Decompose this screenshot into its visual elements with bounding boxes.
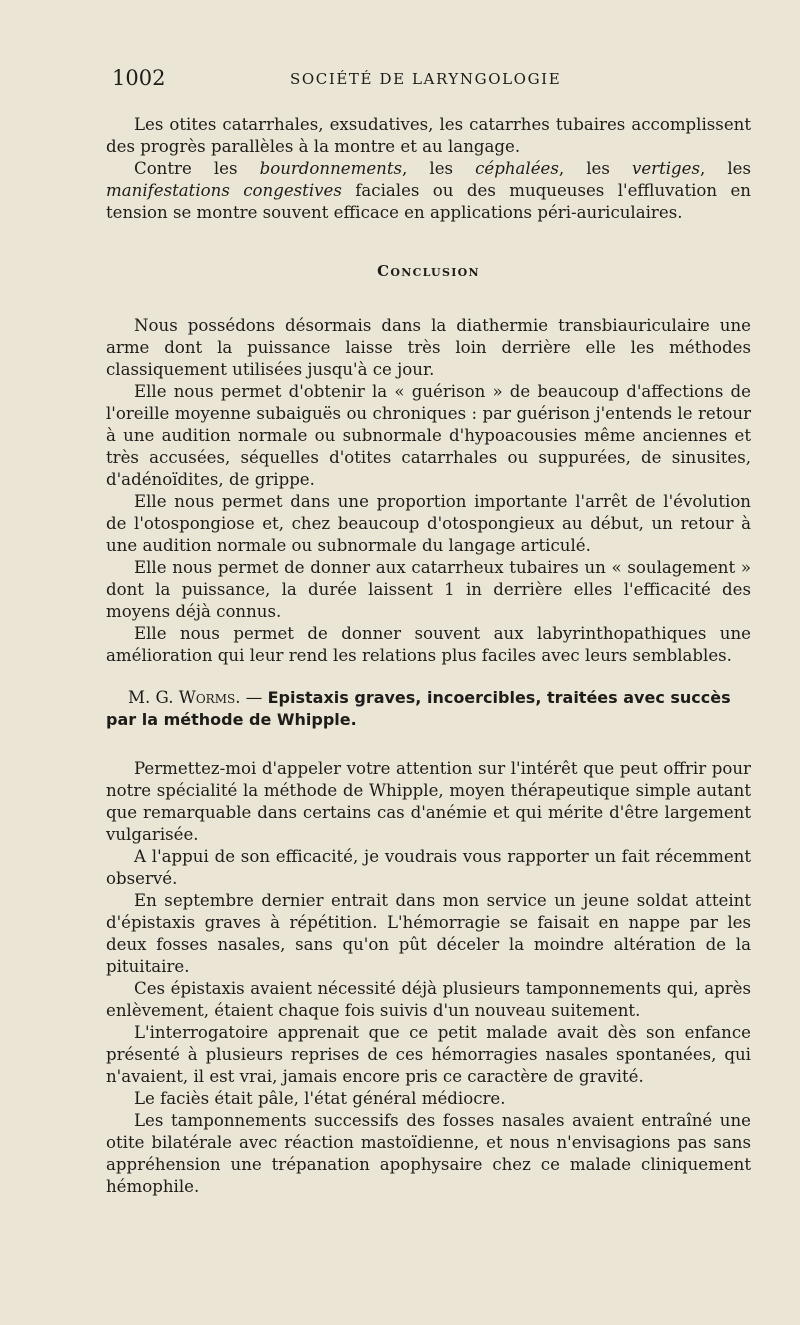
paragraph [106,381,751,491]
text-run: Les otites catarrhales, exsudatives, les catarrhes tubaires accomplissent des progrès parallèles à la montre et au langage. [106,115,751,156]
paragraph [106,158,751,224]
intro-section [106,114,751,224]
author-name: Worms [178,688,236,707]
paragraph [106,114,751,158]
italic-term: céphalées [475,159,559,178]
text-run: Elle nous permet d'obtenir la « guérison » de beaucoup d'affections de l'oreille moyenne subaiguës ou chroniques : par guérison j'entends le retour à une audition normale ou subnormale d'hypoacousies même anciennes et très accusées, séquelles d'otites catarrhales ou suppurées, de sinusites, d'adénoïdites, de grippe. [106,382,751,489]
text-run: , les [700,159,752,178]
article-section [106,758,751,1198]
conclusion-section [106,315,751,667]
text-run: Permettez-moi d'appeler votre attention sur l'intérêt que peut offrir pour notre spécialité la méthode de Whipple, moyen thérapeutique simple autant que remarquable dans certains cas d'anémie et qui mérite d'être largement vulgarisée. [106,759,751,844]
italic-term: manifestations congestives [106,181,342,200]
author-prefix: M. G. [128,688,179,707]
text-run: Ces épistaxis avaient nécessité déjà plusieurs tamponnements qui, après enlèvement, étaient chaque fois suivis d'un nouveau suitement. [106,979,751,1020]
paragraph [106,1110,751,1198]
text-run: L'interrogatoire apprenait que ce petit malade avait dès son enfance présenté à plusieurs reprises de ces hémorragies nasales spontanées, qui n'avaient, il est vrai, jamais encore pris ce caractère de gravité. [106,1023,751,1086]
article-heading [106,687,751,731]
running-header [112,66,752,100]
text-run: Les tamponnements successifs des fosses nasales avaient entraîné une otite bilatérale avec réaction mastoïdienne, et nous n'envisagions pas sans appréhension une trépanation apophysaire chez ce malade cliniquement hémophile. [106,1111,751,1196]
italic-term: vertiges [631,159,701,178]
paragraph [106,315,751,381]
text-run: A l'appui de son efficacité, je voudrais vous rapporter un fait récemment observé. [106,847,751,888]
running-title: SOCIÉTÉ DE LARYNGOLOGIE [290,70,562,88]
text-run: Elle nous permet de donner aux catarrheux tubaires un « soulagement » dont la puissance, la durée laissent 1 in derrière elles l'efficacité des moyens déjà connus. [106,558,751,621]
paragraph [106,557,751,623]
page-number: 1002 [112,66,166,90]
text-run: Contre les [134,159,260,178]
paragraph [106,846,751,890]
page-body [106,114,751,1198]
paragraph [106,890,751,978]
text-run: Elle nous permet de donner souvent aux labyrinthopathiques une amélioration qui leur rend les relations plus faciles avec leurs semblables. [106,624,751,665]
text-run: En septembre dernier entrait dans mon service un jeune soldat atteint d'épistaxis graves à répétition. L'hémorragie se faisait en nappe par les deux fosses nasales, sans qu'on pût déceler la moindre altération de la pituitaire. [106,891,751,976]
paragraph [106,1022,751,1088]
italic-term: bourdonnements [259,159,403,178]
text-run: Elle nous permet dans une proportion importante l'arrêt de l'évolution de l'otospongiose et, chez beaucoup d'otospongieux au début, un retour à une audition normale ou subnormale du langage articulé. [106,492,751,555]
section-heading-conclusion: Conclusion [377,262,480,280]
paragraph [106,978,751,1022]
paragraph [106,1088,751,1110]
text-run: faciales ou des muqueuses l'effluvation en tension se montre souvent efficace en applications péri-auriculaires. [106,181,751,222]
article-title: Epistaxis graves, incoercibles, traitées avec succès par la méthode de Whipple. [106,688,731,729]
text-run: Nous possédons désormais dans la diathermie transbiauriculaire une arme dont la puissance laisse très loin derrière elle les méthodes classiquement utilisées jusqu'à ce jour. [106,316,751,379]
title-dash: . — [235,688,268,707]
paragraph [106,491,751,557]
text-run: , les [558,159,632,178]
text-run: , les [402,159,476,178]
paragraph [106,623,751,667]
text-run: Le faciès était pâle, l'état général médiocre. [134,1089,506,1108]
paragraph [106,758,751,846]
